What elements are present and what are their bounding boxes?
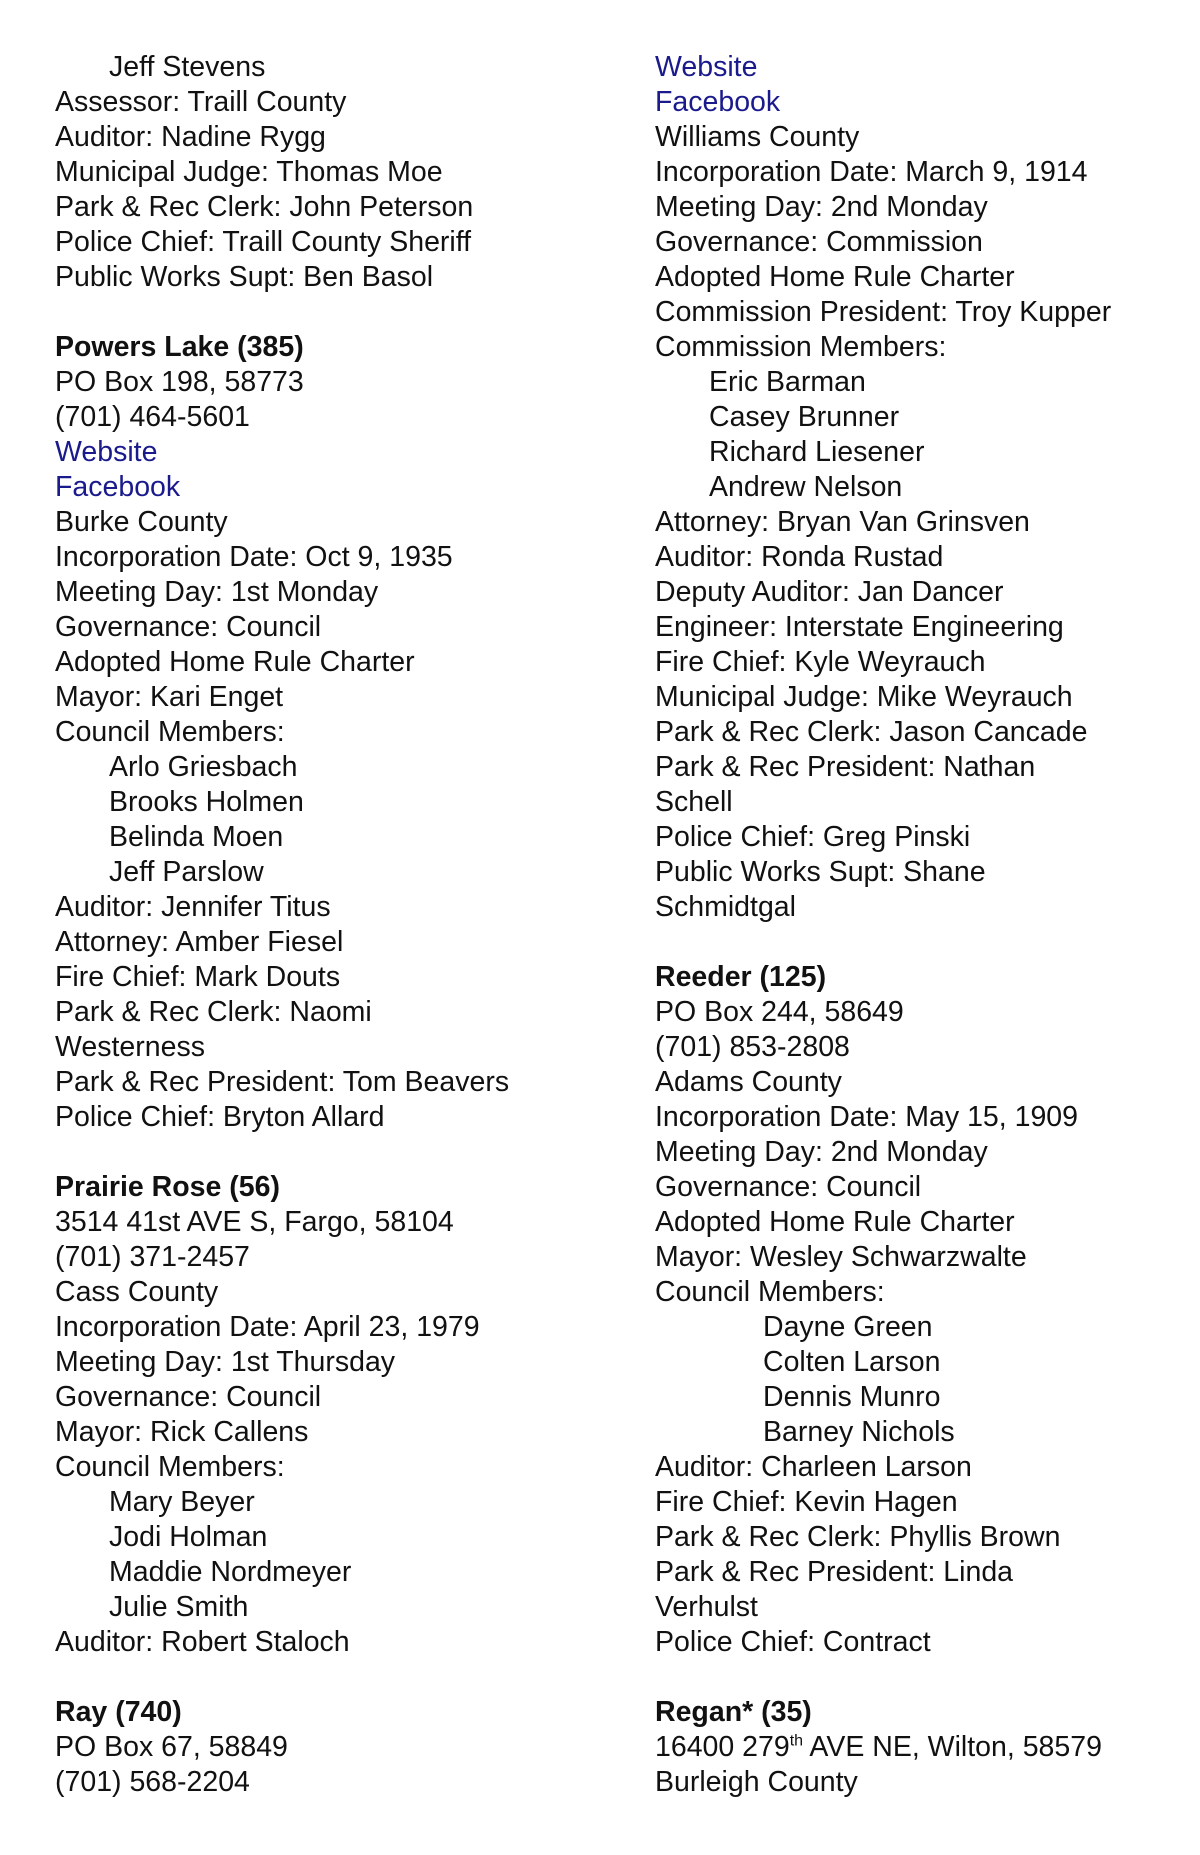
entry-line: Burke County [55, 506, 228, 538]
entry-line: Police Chief: Contract [655, 1626, 931, 1658]
member-name: Casey Brunner [709, 401, 900, 433]
entry-line: Fire Chief: Kevin Hagen [655, 1486, 958, 1518]
entry-line: PO Box 198, 58773 [55, 366, 304, 398]
entry-line: Public Works Supt: Shane [655, 856, 986, 888]
entry-line: Governance: Commission [655, 226, 983, 258]
entry-line: Auditor: Jennifer Titus [55, 891, 331, 923]
entry-line: Auditor: Ronda Rustad [655, 541, 944, 573]
member-name: Belinda Moen [109, 821, 284, 853]
entry-line: Park & Rec Clerk: Jason Cancade [655, 716, 1088, 748]
entry-line: Park & Rec Clerk: Naomi [55, 996, 372, 1028]
member-name: Dennis Munro [763, 1381, 941, 1413]
entry-line: Mayor: Rick Callens [55, 1416, 309, 1448]
entry-line: Adopted Home Rule Charter [55, 646, 415, 678]
entry-line: Attorney: Amber Fiesel [55, 926, 344, 958]
section-spacer [655, 1660, 1195, 1695]
entry-line: Incorporation Date: Oct 9, 1935 [55, 541, 453, 573]
section-spacer [55, 1660, 615, 1695]
member-name: Barney Nichols [763, 1416, 955, 1448]
entry-line: PO Box 67, 58849 [55, 1731, 288, 1763]
entry-line: Commission President: Troy Kupper [655, 296, 1112, 328]
entry-line: Police Chief: Greg Pinski [655, 821, 971, 853]
section-spacer [55, 1135, 615, 1170]
entry-line: Commission Members: [655, 331, 947, 363]
entry-line: Park & Rec President: Linda [655, 1556, 1014, 1588]
facebook-link[interactable]: Facebook [55, 471, 181, 503]
entry-line: Governance: Council [55, 611, 322, 643]
entry-line: Burleigh County [655, 1766, 858, 1798]
entry-line: Governance: Council [55, 1381, 322, 1413]
entry-line: Attorney: Bryan Van Grinsven [655, 506, 1030, 538]
entry-line: Adams County [655, 1066, 842, 1098]
section-spacer [55, 295, 615, 330]
entry-line: (701) 371-2457 [55, 1241, 250, 1273]
entry-line: Meeting Day: 1st Thursday [55, 1346, 396, 1378]
entry-line: Council Members: [55, 716, 285, 748]
entry-line: Meeting Day: 1st Monday [55, 576, 379, 608]
entry-line: (701) 853-2808 [655, 1031, 850, 1063]
member-name: Maddie Nordmeyer [109, 1556, 352, 1588]
member-name: Andrew Nelson [709, 471, 903, 503]
entry-line: Park & Rec Clerk: Phyllis Brown [655, 1521, 1061, 1553]
entry-line: Council Members: [655, 1276, 885, 1308]
entry-line: Park & Rec President: Tom Beavers [55, 1066, 510, 1098]
entry-line: Governance: Council [655, 1171, 922, 1203]
entry-line: Adopted Home Rule Charter [655, 1206, 1015, 1238]
entry-line: Park & Rec Clerk: John Peterson [55, 191, 474, 223]
entry-line: Fire Chief: Kyle Weyrauch [655, 646, 986, 678]
member-name: Mary Beyer [109, 1486, 255, 1518]
member-name: Julie Smith [109, 1591, 249, 1623]
website-link[interactable]: Website [55, 436, 158, 468]
entry-line: 3514 41st AVE S, Fargo, 58104 [55, 1206, 454, 1238]
entry-line: Municipal Judge: Mike Weyrauch [655, 681, 1073, 713]
entry-line: PO Box 244, 58649 [655, 996, 904, 1028]
right-column [655, 50, 1195, 1800]
entry-line: 16400 279th AVE NE, Wilton, 58579 [655, 1731, 1102, 1763]
city-heading-powers-lake-385: Powers Lake (385) [55, 331, 304, 363]
website-link[interactable]: Website [655, 51, 758, 83]
entry-line: Municipal Judge: Thomas Moe [55, 156, 443, 188]
entry-line: (701) 568-2204 [55, 1766, 250, 1798]
entry-line: Schmidtgal [655, 891, 796, 923]
entry-line: Deputy Auditor: Jan Dancer [655, 576, 1004, 608]
member-name: Dayne Green [763, 1311, 933, 1343]
entry-line: Council Members: [55, 1451, 285, 1483]
city-heading-regan-35: Regan* (35) [655, 1696, 812, 1728]
city-heading-prairie-rose-56: Prairie Rose (56) [55, 1171, 280, 1203]
member-name: Brooks Holmen [109, 786, 304, 818]
entry-line: Incorporation Date: March 9, 1914 [655, 156, 1088, 188]
member-name: Colten Larson [763, 1346, 941, 1378]
entry-line: Auditor: Robert Staloch [55, 1626, 350, 1658]
entry-line: Meeting Day: 2nd Monday [655, 1136, 988, 1168]
member-name: Jeff Stevens [109, 51, 266, 83]
entry-line: Mayor: Wesley Schwarzwalte [655, 1241, 1027, 1273]
entry-line: Incorporation Date: April 23, 1979 [55, 1311, 480, 1343]
entry-line: Verhulst [655, 1591, 758, 1623]
section-spacer [655, 925, 1195, 960]
member-name: Jeff Parslow [109, 856, 264, 888]
entry-line: Cass County [55, 1276, 219, 1308]
entry-line: Police Chief: Bryton Allard [55, 1101, 385, 1133]
entry-line: Public Works Supt: Ben Basol [55, 261, 434, 293]
city-heading-ray-740: Ray (740) [55, 1696, 182, 1728]
entry-line: Engineer: Interstate Engineering [655, 611, 1064, 643]
entry-line: Auditor: Charleen Larson [655, 1451, 972, 1483]
entry-line: Meeting Day: 2nd Monday [655, 191, 988, 223]
entry-line: Fire Chief: Mark Douts [55, 961, 341, 993]
left-column [55, 50, 615, 1800]
facebook-link[interactable]: Facebook [655, 86, 781, 118]
entry-line: Schell [655, 786, 733, 818]
entry-line: Westerness [55, 1031, 205, 1063]
entry-line: Incorporation Date: May 15, 1909 [655, 1101, 1079, 1133]
entry-line: Mayor: Kari Enget [55, 681, 284, 713]
city-heading-reeder-125: Reeder (125) [655, 961, 827, 993]
entry-line: Police Chief: Traill County Sheriff [55, 226, 472, 258]
member-name: Arlo Griesbach [109, 751, 298, 783]
entry-line: Auditor: Nadine Rygg [55, 121, 326, 153]
entry-line: Assessor: Traill County [55, 86, 347, 118]
member-name: Richard Liesener [709, 436, 925, 468]
ordinal-suffix: th [789, 1732, 804, 1750]
entry-line: Adopted Home Rule Charter [655, 261, 1015, 293]
member-name: Eric Barman [709, 366, 866, 398]
entry-line: (701) 464-5601 [55, 401, 250, 433]
entry-line: Park & Rec President: Nathan [655, 751, 1036, 783]
member-name: Jodi Holman [109, 1521, 268, 1553]
entry-line: Williams County [655, 121, 860, 153]
